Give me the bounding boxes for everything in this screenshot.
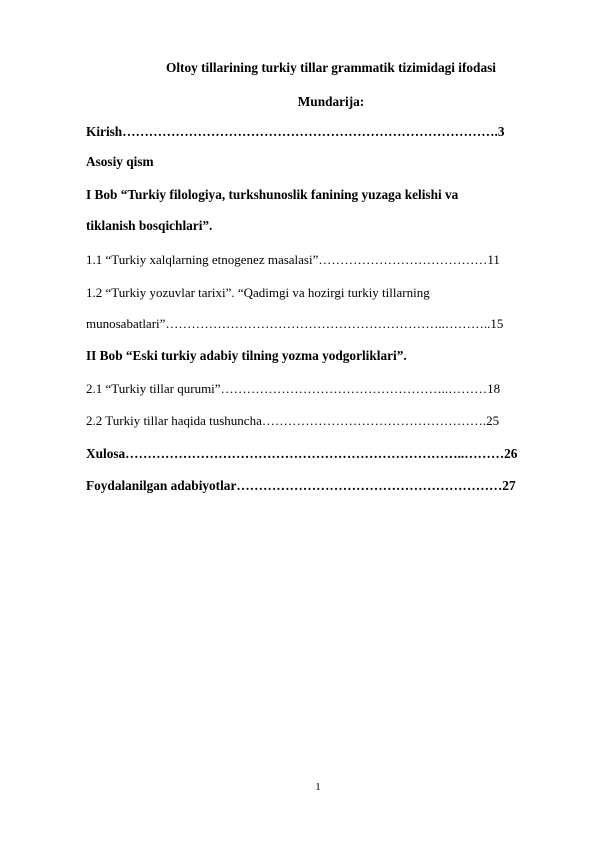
toc-entry-references: Foydalanilgan adabiyotlar……………………………………………………27 <box>86 478 516 493</box>
toc-entry-chapter-2: II Bob “Eski turkiy adabiy tilning yozma yodgorliklari”. <box>86 348 407 363</box>
toc-heading: Mundarija: <box>297 94 365 109</box>
toc-entry-2-1: 2.1 “Turkiy tillar qurumi”……………………………………………..………18 <box>86 381 501 396</box>
toc-entry-chapter-1: I Bob “Turkiy filologiya, turkshunoslik fanining yuzaga kelishi va <box>86 187 459 202</box>
toc-entry-1-2: 1.2 “Turkiy yozuvlar tarixi”. “Qadimgi va hozirgi turkiy tillarning <box>86 285 430 300</box>
toc-entry-conclusion: Xulosa…………………………………………………………………..………26 <box>86 446 518 461</box>
toc-entry-1-1: 1.1 “Turkiy xalqlarning etnogenez masalasi”…………………………………11 <box>86 252 500 267</box>
toc-entry-main-part: Asosiy qism <box>86 154 154 169</box>
toc-entry-1-2-cont: munosabatlari”………………………………………………………..………..15 <box>86 316 504 331</box>
document-title: Oltoy tillarining turkiy tillar grammatik tizimidagi ifodasi <box>166 60 496 75</box>
toc-entry-chapter-1-cont: tiklanish bosqichlari”. <box>86 218 213 233</box>
page-number: 1 <box>315 781 321 793</box>
toc-entry-introduction: Kirish………………………………………………………………………….3 <box>86 124 505 139</box>
toc-entry-2-2: 2.2 Turkiy tillar haqida tushuncha…………………………………………….25 <box>86 413 500 428</box>
